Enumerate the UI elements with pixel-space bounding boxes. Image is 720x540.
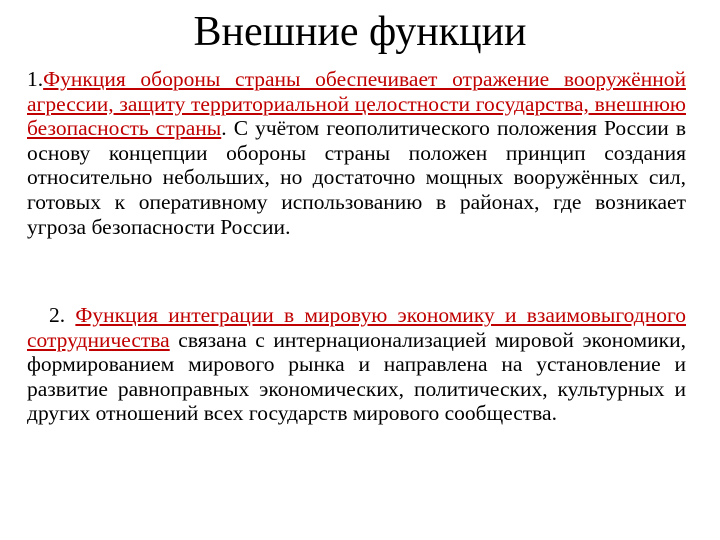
paragraph-text: связана с интернационализацией мировой экономики, формированием мирового рынка и направлена на установление и развитие равноправных экономических, политических, культурных и других отношений всех государств мирового сообщества. [27,327,686,426]
paragraph-integration-function [27,303,686,426]
paragraph-text: . С учётом геополитического положения России в основу концепции обороны страны положен принцип создания относительно небольших, но достаточно мощных вооружённых сил, готовых к оперативному использованию в районах, где возникает угроза безопасности России. [27,116,686,239]
paragraph-number: 1. [27,67,44,91]
highlighted-term: Функция интеграции в мировую экономику и взаимовыгодного сотрудничества [27,303,686,352]
paragraph-defense-function [27,67,686,239]
paragraph-number: 2. [49,303,66,327]
slide-title: Внешние функции [193,9,527,55]
highlighted-term: Функция обороны страны обеспечивает отражение вооружённой агрессии, защиту территориальной целостности государства, внешнюю безопасность страны [27,67,686,141]
